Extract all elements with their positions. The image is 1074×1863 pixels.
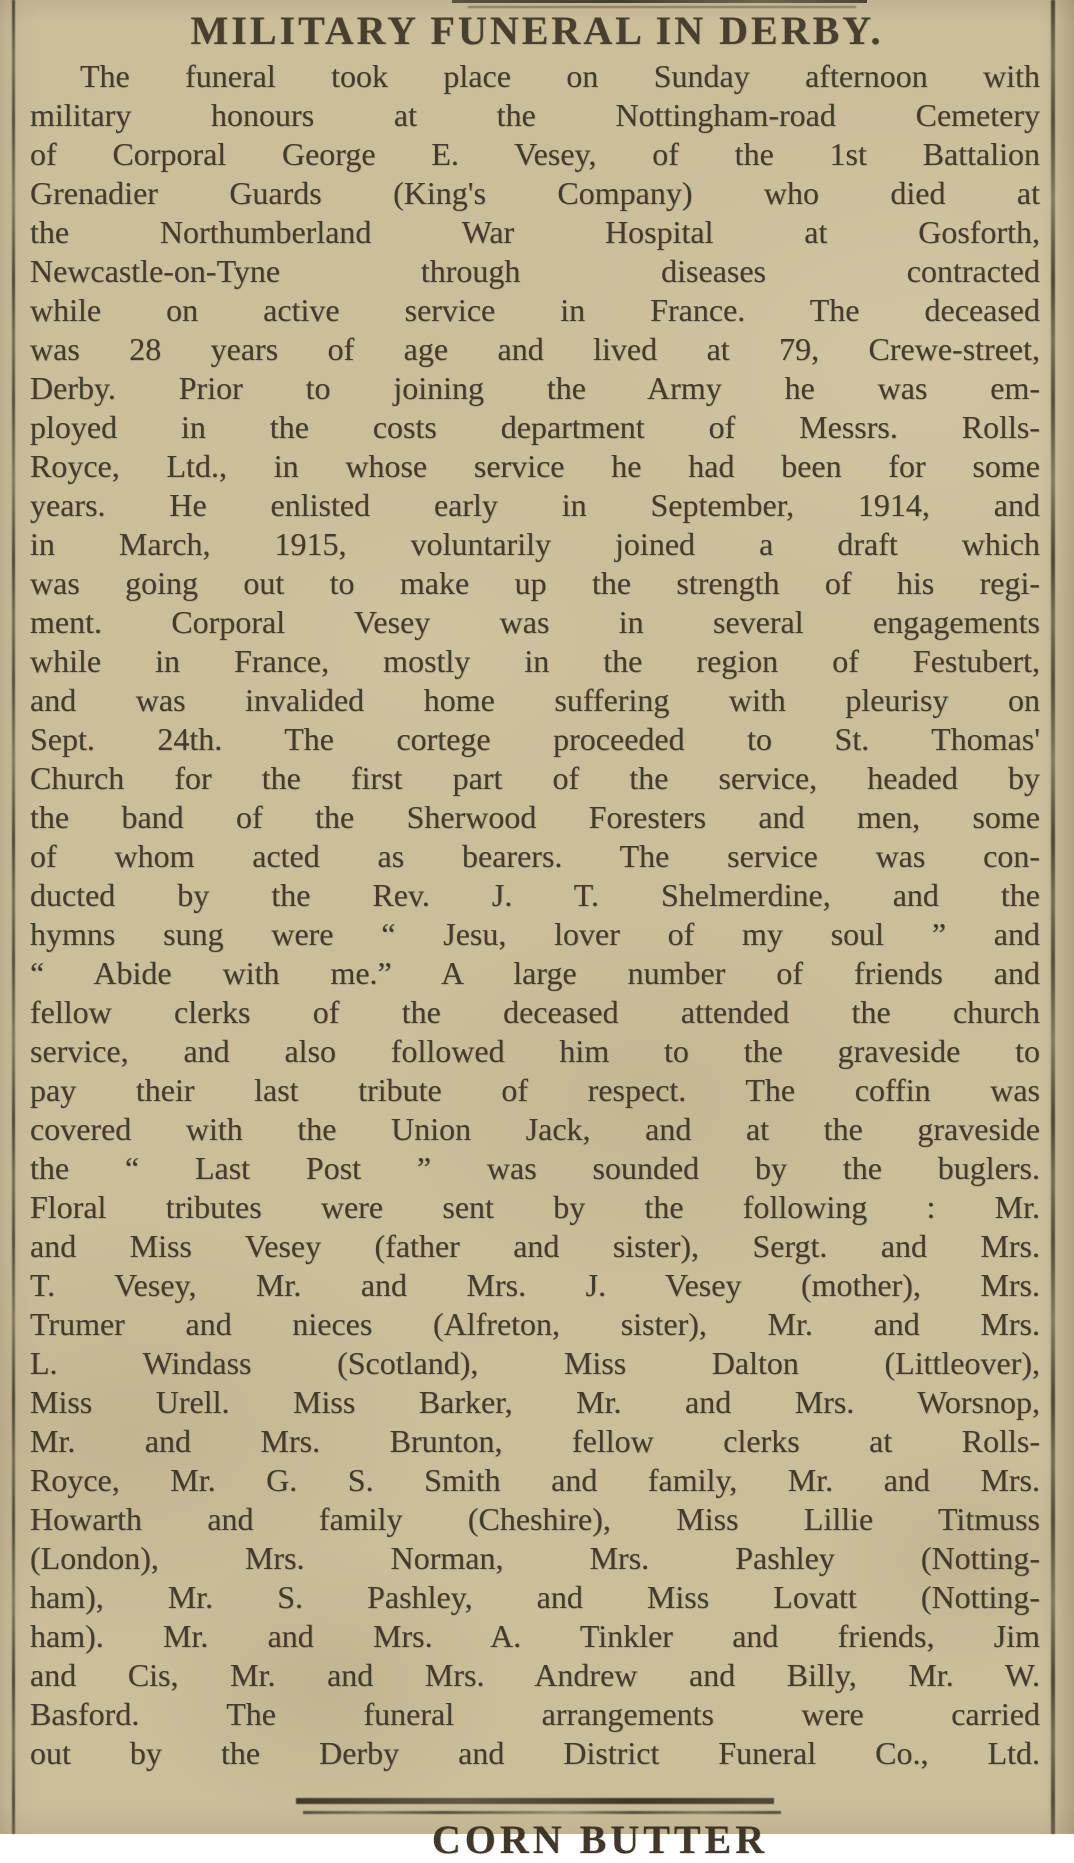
top-separator-rule <box>452 0 867 3</box>
article-body-line: Church for the first part of the service, headed by <box>30 760 1040 796</box>
article-body-line: out by the Derby and District Funeral Co., Ltd. <box>30 1735 1040 1771</box>
article-body-line: Royce, Mr. G. S. Smith and family, Mr. and Mrs. <box>30 1462 1040 1498</box>
article-body-line: L. Windass (Scotland), Miss Dalton (Littleover), <box>30 1345 1040 1381</box>
article-body-line: ducted by the Rev. J. T. Shelmerdine, and the <box>30 877 1040 913</box>
article-body-line: Miss Urell. Miss Barker, Mr. and Mrs. Worsnop, <box>30 1384 1040 1420</box>
bottom-separator-rule-thin <box>303 1811 781 1814</box>
article-body <box>30 57 1040 1773</box>
article-body-line: covered with the Union Jack, and at the graveside <box>30 1111 1040 1147</box>
article-body-line: of Corporal George E. Vesey, of the 1st Battalion <box>30 136 1040 172</box>
article-body-line: years. He enlisted early in September, 1914, and <box>30 487 1040 523</box>
article-body-line: and Cis, Mr. and Mrs. Andrew and Billy, Mr. W. <box>30 1657 1040 1693</box>
article-body-line: Grenadier Guards (King's Company) who died at <box>30 175 1040 211</box>
article-body-line: ham), Mr. S. Pashley, and Miss Lovatt (Notting- <box>30 1579 1040 1615</box>
article-body-line: Royce, Ltd., in whose service he had been for some <box>30 448 1040 484</box>
article-body-line: Newcastle-on-Tyne through diseases contracted <box>30 253 1040 289</box>
article-body-line: Derby. Prior to joining the Army he was em- <box>30 370 1040 406</box>
article-body-line: of whom acted as bearers. The service was con- <box>30 838 1040 874</box>
article-body-line: (London), Mrs. Norman, Mrs. Pashley (Notting- <box>30 1540 1040 1576</box>
article-body-line: was 28 years of age and lived at 79, Crewe-street, <box>30 331 1040 367</box>
article-body-line: ment. Corporal Vesey was in several engagements <box>30 604 1040 640</box>
article-body-line: was going out to make up the strength of his regi- <box>30 565 1040 601</box>
article-body-line: The funeral took place on Sunday afternoon with <box>80 58 1040 94</box>
article-body-line: and Miss Vesey (father and sister), Sergt. and Mrs. <box>30 1228 1040 1264</box>
article-body-line: the “ Last Post ” was sounded by the buglers. <box>30 1150 1040 1186</box>
article-body-line: service, and also followed him to the graveside to <box>30 1033 1040 1069</box>
article-body-line: the Northumberland War Hospital at Gosforth, <box>30 214 1040 250</box>
article-body-line: Mr. and Mrs. Brunton, fellow clerks at Rolls- <box>30 1423 1040 1459</box>
article-body-line: Trumer and nieces (Alfreton, sister), Mr. and Mrs. <box>30 1306 1040 1342</box>
article-body-line: ployed in the costs department of Messrs. Rolls- <box>30 409 1040 445</box>
article-body-line: and was invalided home suffering with pleurisy on <box>30 682 1040 718</box>
next-article-headline-text: CORN BUTTER <box>431 1817 769 1862</box>
next-article-headline-clipped <box>370 1817 830 1862</box>
right-column-rule <box>1051 0 1055 1834</box>
article-body-line: military honours at the Nottingham-road Cemetery <box>30 97 1040 133</box>
article-body-line: while in France, mostly in the region of Festubert, <box>30 643 1040 679</box>
article-body-line: Floral tributes were sent by the following : Mr. <box>30 1189 1040 1225</box>
article-body-line: Sept. 24th. The cortege proceeded to St. Thomas' <box>30 721 1040 757</box>
article-body-line: Basford. The funeral arrangements were carried <box>30 1696 1040 1732</box>
article-body-line: while on active service in France. The deceased <box>30 292 1040 328</box>
article-body-line: the band of the Sherwood Foresters and men, some <box>30 799 1040 835</box>
article-body-line: pay their last tribute of respect. The coffin was <box>30 1072 1040 1108</box>
article-body-line: ham). Mr. and Mrs. A. Tinkler and friends, Jim <box>30 1618 1040 1654</box>
article-body-line: in March, 1915, voluntarily joined a draft which <box>30 526 1040 562</box>
article-body-line: hymns sung were “ Jesu, lover of my soul ” and <box>30 916 1040 952</box>
left-column-rule <box>12 0 15 1834</box>
article-body-line: T. Vesey, Mr. and Mrs. J. Vesey (mother), Mrs. <box>30 1267 1040 1303</box>
article-body-line: fellow clerks of the deceased attended the church <box>30 994 1040 1030</box>
article-body-line: Howarth and family (Cheshire), Miss Lillie Titmuss <box>30 1501 1040 1537</box>
bottom-separator-rule <box>296 1798 774 1804</box>
article-headline: MILITARY FUNERAL IN DERBY. <box>190 8 884 53</box>
article-body-line: “ Abide with me.” A large number of friends and <box>30 955 1040 991</box>
